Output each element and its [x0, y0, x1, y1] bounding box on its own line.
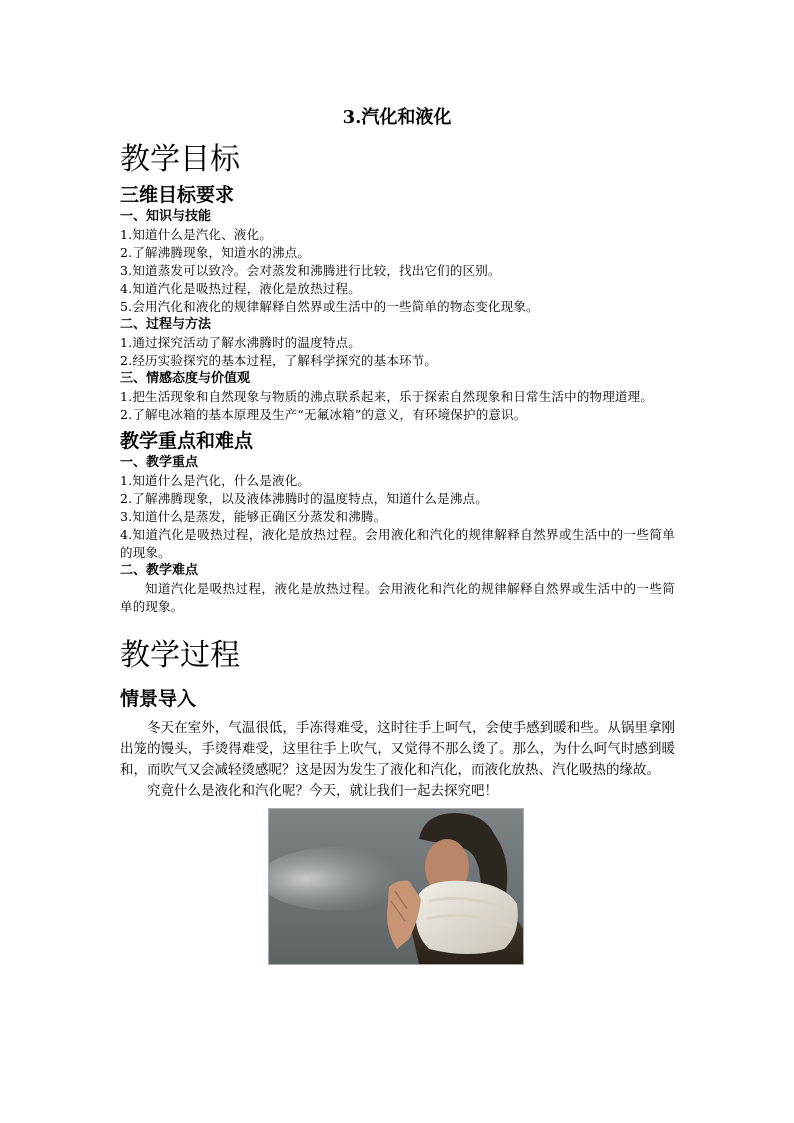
subsection-heading-key-difficult: 教学重点和难点 — [120, 430, 254, 452]
group-heading-key-points: 一、教学重点 — [120, 455, 199, 470]
group-heading-attitudes-values: 三、情感态度与价值观 — [120, 371, 251, 386]
list-item: 2.了解电冰箱的基本原理及生产“无氟冰箱”的意义，有环境保护的意识。 — [120, 407, 527, 422]
list-item: 1.知道什么是汽化、液化。 — [120, 227, 273, 242]
list-item: 5.会用汽化和液化的规律解释自然界或生活中的一些简单的物态变化现象。 — [120, 299, 539, 314]
document-content — [120, 140, 675, 965]
section-heading-teaching-goals: 教学目标 — [120, 142, 240, 177]
list-item: 1.知道什么是汽化，什么是液化。 — [120, 473, 311, 488]
list-item: 3.知道蒸发可以致冷。会对蒸发和沸腾进行比较，找出它们的区别。 — [120, 263, 501, 278]
list-item: 2.了解沸腾现象，知道水的沸点。 — [120, 245, 311, 260]
group-heading-knowledge-skills: 一、知识与技能 — [120, 209, 212, 224]
photo-woman-breathing-on-hands — [268, 808, 524, 965]
group-heading-difficult-points: 二、教学难点 — [120, 563, 199, 578]
list-item: 2.经历实验探究的基本过程，了解科学探究的基本环节。 — [120, 353, 438, 368]
list-item: 1.把生活现象和自然现象与物质的沸点联系起来，乐于探索自然现象和日常生活中的物理道理。 — [120, 389, 654, 404]
list-item: 3.知道什么是蒸发，能够正确区分蒸发和沸腾。 — [120, 509, 387, 524]
subsection-heading-3d-goals: 三维目标要求 — [120, 184, 235, 206]
intro-paragraph: 究竟什么是液化和汽化呢？今天，就让我们一起去探究吧！ — [147, 783, 498, 799]
list-item: 1.通过探究活动了解水沸腾时的温度特点。 — [120, 335, 361, 350]
intro-paragraph: 冬天在室外，气温很低，手冻得难受，这时往手上呵气，会使手感到暖和些。从锅里拿刚出笼的馒头，手烫得难受，这里往手上吹气，又觉得不那么烫了。那么，为什么呵气时感到暖和，而吹气又会减轻烫感呢？这是因为发生了液化和汽化，而液化放热、汽化吸热的缘故。 — [120, 720, 675, 778]
document-title: 3.汽化和液化 — [342, 107, 452, 128]
difficult-points-text: 知道汽化是吸热过程，液化是放热过程。会用液化和汽化的规律解释自然界或生活中的一些简单的现象。 — [120, 581, 675, 614]
list-item: 2.了解沸腾现象，以及液体沸腾时的温度特点，知道什么是沸点。 — [120, 491, 488, 506]
subsection-heading-scenario-intro: 情景导入 — [120, 688, 197, 710]
list-item: 4.知道汽化是吸热过程，液化是放热过程。 — [120, 281, 361, 296]
photo-illustration — [269, 809, 523, 964]
section-heading-teaching-process: 教学过程 — [120, 638, 240, 673]
group-heading-process-methods: 二、过程与方法 — [120, 317, 212, 332]
list-item: 4.知道汽化是吸热过程，液化是放热过程。会用液化和汽化的规律解释自然界或生活中的一些简单的现象。 — [120, 527, 675, 560]
